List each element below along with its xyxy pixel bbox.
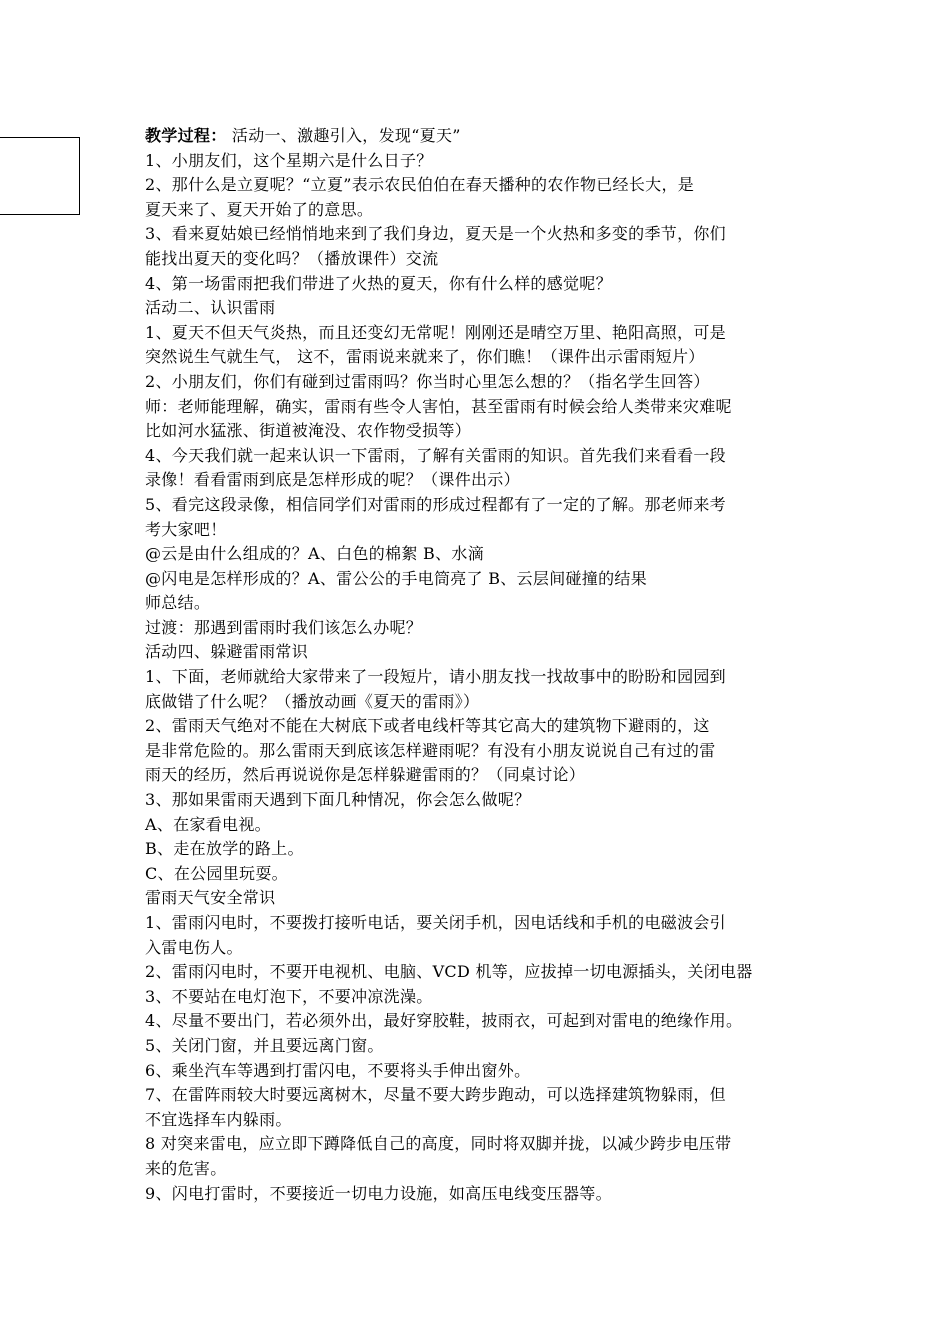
text-line: 4、今天我们就一起来认识一下雷雨，了解有关雷雨的知识。首先我们来看看一段 bbox=[145, 445, 726, 465]
safety-tip: 1、雷雨闪电时，不要拨打接听电话，要关闭手机，因电话线和手机的电磁波会引 bbox=[145, 913, 726, 932]
safety-tip: 8 对突来雷电，应立即下蹲降低自己的高度，同时将双脚并拢，以减少跨步电压带 bbox=[145, 1134, 732, 1154]
text-line: 考大家吧！ bbox=[145, 519, 227, 539]
safety-tip: 6、乘坐汽车等遇到打雷闪电，不要将头手伸出窗外。 bbox=[145, 1060, 531, 1080]
safety-tip: 9、闪电打雷时，不要接近一切电力设施，如高压电线变压器等。 bbox=[145, 1183, 612, 1203]
text-line: 录像！看看雷雨到底是怎样形成的呢？（课件出示） bbox=[145, 470, 520, 490]
text-line: 夏天来了、夏天开始了的意思。 bbox=[145, 199, 374, 219]
text-line: 3、那如果雷雨天遇到下面几种情况，你会怎么做呢？ bbox=[145, 790, 531, 810]
document-body bbox=[145, 124, 815, 1206]
text-line: 师总结。 bbox=[145, 593, 211, 613]
text-line: 底做错了什么呢？（播放动画《夏天的雷雨》） bbox=[145, 691, 480, 711]
text-line: 师：老师能理解，确实，雷雨有些令人害怕，甚至雷雨有时候会给人类带来灾难呢 bbox=[145, 396, 732, 416]
quiz-question: @闪电是怎样形成的？A、雷公公的手电筒亮了 B、云层间碰撞的结果 bbox=[145, 568, 647, 588]
text-line: 突然说生气就生气， 这不，雷雨说来就来了，你们瞧！（课件出示雷雨短片） bbox=[145, 347, 705, 367]
text-line: 雨天的经历，然后再说说你是怎样躲避雷雨的？（同桌讨论） bbox=[145, 765, 586, 785]
option-item: C、在公园里玩耍。 bbox=[145, 863, 288, 883]
text-line: 是非常危险的。那么雷雨天到底该怎样避雨呢？有没有小朋友说说自己有过的雷 bbox=[145, 740, 716, 760]
safety-tip: 3、不要站在电灯泡下，不要冲凉洗澡。 bbox=[145, 986, 433, 1006]
text-line: 2、雷雨天气绝对不能在大树底下或者电线杆等其它高大的建筑物下避雨的，这 bbox=[145, 716, 710, 736]
text-line: 1、下面，老师就给大家带来了一段短片，请小朋友找一找故事中的盼盼和园园到 bbox=[145, 667, 726, 687]
safety-tip: 入雷电伤人。 bbox=[145, 937, 243, 957]
safety-tip: 不宜选择车内躲雨。 bbox=[145, 1109, 292, 1129]
option-item: A、在家看电视。 bbox=[145, 814, 271, 834]
heading-label: 教学过程： bbox=[145, 126, 227, 145]
safety-tip: 2、雷雨闪电时，不要开电视机、电脑、VCD 机等，应拔掉一切电源插头，关闭电器 bbox=[145, 962, 753, 982]
quiz-question: @云是由什么组成的？A、白色的棉絮 B、水滴 bbox=[145, 544, 484, 564]
section-title: 活动二、认识雷雨 bbox=[145, 298, 276, 318]
text-line: 4、第一场雷雨把我们带进了火热的夏天，你有什么样的感觉呢？ bbox=[145, 273, 612, 293]
text-line: 比如河水猛涨、街道被淹没、农作物受损等） bbox=[145, 421, 472, 441]
safety-tip: 5、关闭门窗，并且要远离门窗。 bbox=[145, 1035, 384, 1055]
section-heading bbox=[145, 124, 815, 149]
option-item: B、走在放学的路上。 bbox=[145, 839, 304, 859]
text-line: 过渡：那遇到雷雨时我们该怎么办呢？ bbox=[145, 617, 423, 637]
margin-box bbox=[0, 137, 80, 215]
safety-tip: 7、在雷阵雨较大时要远离树木，尽量不要大跨步跑动，可以选择建筑物躲雨，但 bbox=[145, 1085, 726, 1105]
safety-tip: 4、尽量不要出门，若必须外出，最好穿胶鞋，披雨衣，可起到对雷电的绝缘作用。 bbox=[145, 1011, 743, 1031]
text-line: 1、小朋友们，这个星期六是什么日子？ bbox=[145, 150, 433, 170]
text-line: 1、夏天不但天气炎热，而且还变幻无常呢！刚刚还是晴空万里、艳阳高照，可是 bbox=[145, 322, 726, 342]
section-title: 雷雨天气安全常识 bbox=[145, 888, 276, 908]
text-line: 能找出夏天的变化吗？（播放课件）交流 bbox=[145, 248, 439, 268]
text-line: 5、看完这段录像，相信同学们对雷雨的形成过程都有了一定的了解。那老师来考 bbox=[145, 494, 726, 514]
text-line: 2、小朋友们，你们有碰到过雷雨吗？你当时心里怎么想的？（指名学生回答） bbox=[145, 371, 710, 391]
section-title: 活动四、躲避雷雨常识 bbox=[145, 642, 309, 662]
text-line: 3、看来夏姑娘已经悄悄地来到了我们身边，夏天是一个火热和多变的季节，你们 bbox=[145, 224, 726, 244]
heading-text: 活动一、激趣引入，发现“夏天” bbox=[226, 126, 461, 145]
text-line: 2、那什么是立夏呢？“立夏”表示农民伯伯在春天播种的农作物已经长大，是 bbox=[145, 175, 695, 195]
safety-tip: 来的危害。 bbox=[145, 1158, 227, 1178]
